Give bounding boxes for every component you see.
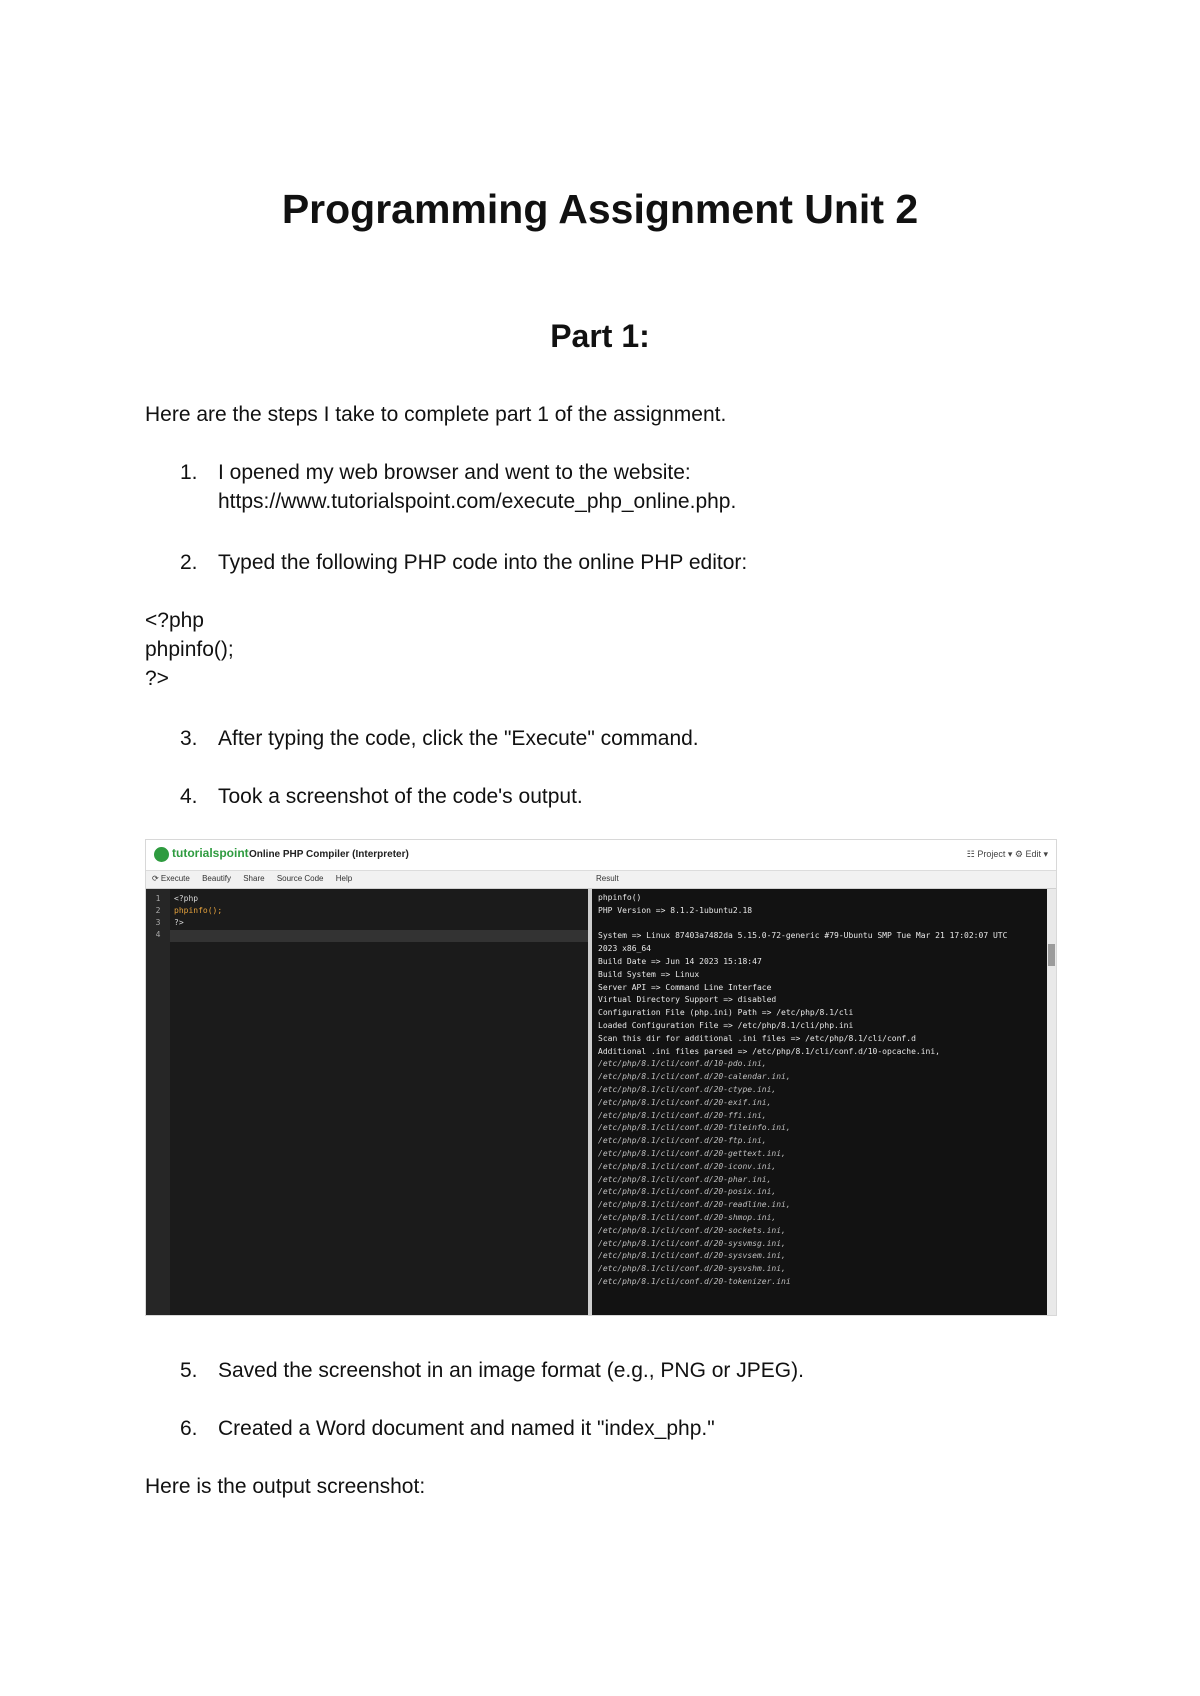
output-line: /etc/php/8.1/cli/conf.d/20-sysvmsg.ini, bbox=[598, 1238, 786, 1248]
editor-line bbox=[174, 930, 222, 942]
step-4 bbox=[180, 782, 583, 811]
output-line: /etc/php/8.1/cli/conf.d/20-ctype.ini, bbox=[598, 1084, 777, 1094]
part-heading: Part 1: bbox=[550, 318, 650, 354]
output-line: /etc/php/8.1/cli/conf.d/20-shmop.ini, bbox=[598, 1212, 777, 1222]
line-number: 1 bbox=[155, 894, 161, 903]
output-line: /etc/php/8.1/cli/conf.d/20-ffi.ini, bbox=[598, 1110, 767, 1120]
output-line: /etc/php/8.1/cli/conf.d/20-tokenizer.ini bbox=[598, 1276, 791, 1286]
output-line: Build System => Linux bbox=[598, 969, 700, 979]
output-line: /etc/php/8.1/cli/conf.d/20-sysvsem.ini, bbox=[598, 1251, 786, 1261]
project-edit-menu: ☷ Project ▾ ⚙ Edit ▾ bbox=[966, 849, 1048, 859]
editor-line: ?> bbox=[174, 918, 184, 927]
output-line: /etc/php/8.1/cli/conf.d/20-sockets.ini, bbox=[598, 1225, 786, 1235]
output-line: /etc/php/8.1/cli/conf.d/10-pdo.ini, bbox=[598, 1059, 767, 1069]
output-line: /etc/php/8.1/cli/conf.d/20-sysvshm.ini, bbox=[598, 1264, 786, 1274]
line-number: 2 bbox=[155, 906, 161, 915]
help-button: Help bbox=[335, 874, 353, 883]
step-3 bbox=[180, 724, 699, 753]
intro-paragraph: Here are the steps I take to complete part 1 of the assignment. bbox=[145, 403, 727, 426]
output-line: /etc/php/8.1/cli/conf.d/20-readline.ini, bbox=[598, 1200, 791, 1210]
step-number: 4. bbox=[180, 785, 198, 808]
closing-paragraph: Here is the output screenshot: bbox=[145, 1475, 426, 1498]
editor-code bbox=[174, 894, 222, 942]
code-line-1: <?php bbox=[145, 609, 204, 632]
step-number: 6. bbox=[180, 1417, 198, 1440]
output-line: /etc/php/8.1/cli/conf.d/20-ftp.ini, bbox=[598, 1136, 767, 1146]
line-number-gutter bbox=[146, 889, 170, 1316]
line-number: 3 bbox=[155, 918, 161, 927]
output-line: Additional .ini files parsed => /etc/php/8.1/cli/conf.d/10-opcache.ini, bbox=[598, 1046, 940, 1056]
step-text: I opened my web browser and went to the website: bbox=[218, 461, 691, 484]
step-2 bbox=[180, 548, 747, 577]
step-text: Saved the screenshot in an image format (e.g., PNG or JPEG). bbox=[218, 1359, 804, 1382]
result-tab: Result bbox=[596, 874, 619, 883]
output-line: System => Linux 87403a7482da 5.15.0-72-generic #79-Ubuntu SMP Tue Mar 21 17:02:07 UTC bbox=[598, 931, 1008, 941]
output-line: Scan this dir for additional .ini files => /etc/php/8.1/cli/conf.d bbox=[598, 1033, 916, 1043]
website-url: https://www.tutorialspoint.com/execute_php_online.php. bbox=[218, 490, 737, 513]
output-line: /etc/php/8.1/cli/conf.d/20-exif.ini, bbox=[598, 1097, 772, 1107]
output-line bbox=[598, 919, 1007, 932]
scrollbar-thumb bbox=[1048, 944, 1055, 966]
step-number: 2. bbox=[180, 551, 198, 574]
step-text: After typing the code, click the "Execute" command. bbox=[218, 727, 699, 750]
line-number: 4 bbox=[155, 930, 161, 939]
step-6 bbox=[180, 1414, 715, 1443]
document-title: Programming Assignment Unit 2 bbox=[281, 186, 919, 232]
step-number: 1. bbox=[180, 461, 198, 484]
code-line-2: phpinfo(); bbox=[145, 638, 234, 661]
output-line: /etc/php/8.1/cli/conf.d/20-iconv.ini, bbox=[598, 1161, 777, 1171]
source-code-button: Source Code bbox=[276, 874, 324, 883]
output-line: PHP Version => 8.1.2-1ubuntu2.18 bbox=[598, 905, 753, 915]
step-text: Typed the following PHP code into the online PHP editor: bbox=[218, 551, 748, 574]
output-line: /etc/php/8.1/cli/conf.d/20-posix.ini, bbox=[598, 1187, 777, 1197]
output-line: 2023 x86_64 bbox=[598, 944, 651, 954]
editor-line: phpinfo(); bbox=[174, 906, 223, 915]
step-number: 5. bbox=[180, 1359, 198, 1382]
output-line: /etc/php/8.1/cli/conf.d/20-calendar.ini, bbox=[598, 1072, 791, 1082]
output-line: Configuration File (php.ini) Path => /etc/php/8.1/cli bbox=[598, 1008, 854, 1018]
output-line: /etc/php/8.1/cli/conf.d/20-phar.ini, bbox=[598, 1174, 772, 1184]
active-line-highlight bbox=[170, 930, 588, 942]
output-line: Server API => Command Line Interface bbox=[598, 982, 772, 992]
logo-text: tutorialspoint bbox=[172, 846, 249, 860]
code-line-3: ?> bbox=[145, 667, 169, 690]
step-text: Created a Word document and named it "index_php." bbox=[218, 1417, 715, 1440]
output-scrollbar bbox=[1047, 889, 1056, 1316]
share-button: Share bbox=[243, 874, 265, 883]
step-5 bbox=[180, 1356, 804, 1385]
beautify-button: Beautify bbox=[202, 874, 231, 883]
execute-button: ⟳ Execute bbox=[152, 874, 190, 883]
step-number: 3. bbox=[180, 727, 198, 750]
output-line: /etc/php/8.1/cli/conf.d/20-fileinfo.ini, bbox=[598, 1123, 791, 1133]
tutorialspoint-logo-icon bbox=[154, 847, 169, 862]
editor-line: <?php bbox=[174, 894, 199, 903]
result-output bbox=[592, 889, 1049, 1316]
step-1 bbox=[180, 458, 736, 516]
output-line: /etc/php/8.1/cli/conf.d/20-gettext.ini, bbox=[598, 1148, 786, 1158]
step-text: Took a screenshot of the code's output. bbox=[218, 785, 583, 808]
output-line: Loaded Configuration File => /etc/php/8.1/cli/php.ini bbox=[598, 1020, 854, 1030]
output-line: Build Date => Jun 14 2023 15:18:47 bbox=[598, 956, 762, 966]
code-editor bbox=[146, 889, 588, 1316]
screenshot-header bbox=[146, 840, 1056, 871]
editor-toolbar bbox=[146, 871, 1056, 889]
output-line: Virtual Directory Support => disabled bbox=[598, 995, 777, 1005]
output-screenshot bbox=[145, 839, 1057, 1316]
output-lines bbox=[598, 893, 1007, 1290]
output-line: phpinfo() bbox=[598, 893, 642, 902]
app-title: Online PHP Compiler (Interpreter) bbox=[249, 849, 409, 860]
